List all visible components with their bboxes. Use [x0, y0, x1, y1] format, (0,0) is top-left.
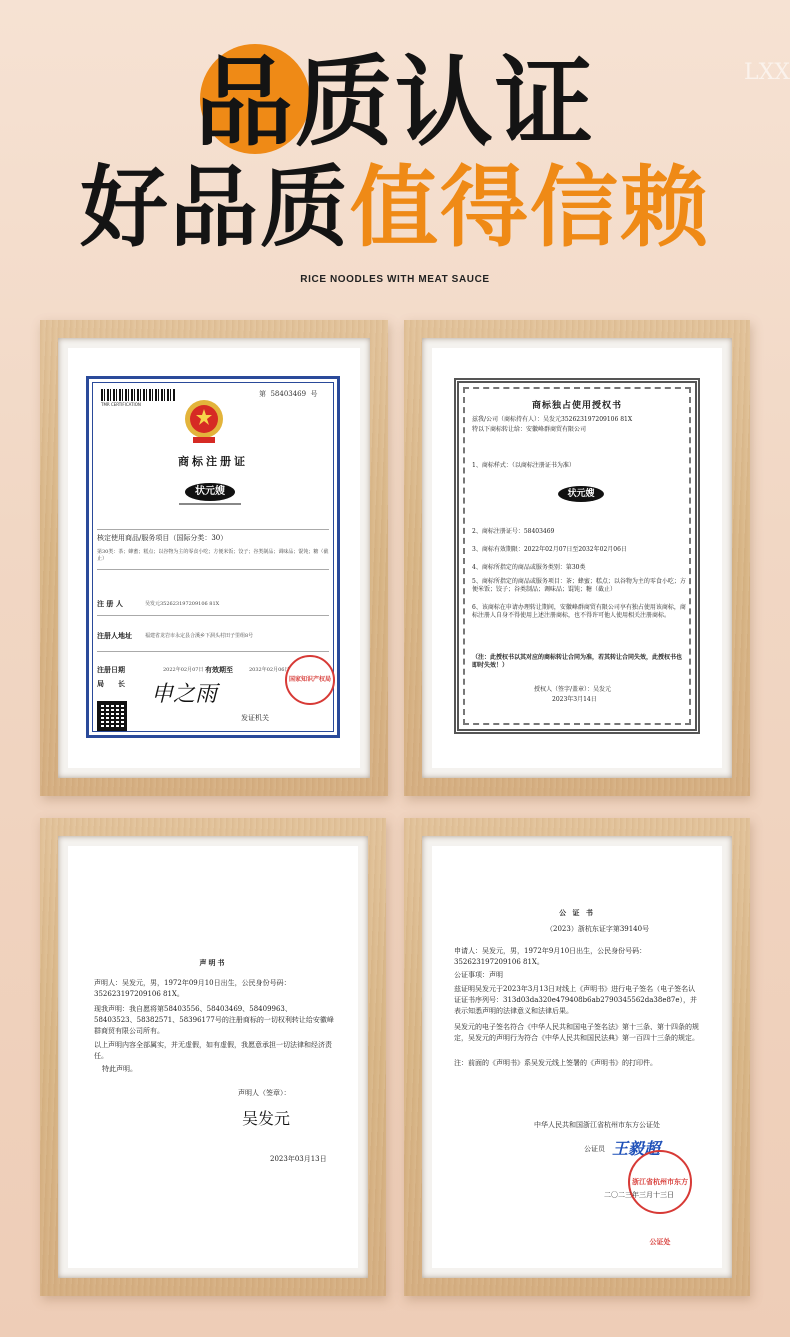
goods-detail: 第30类：茶；蜂蜜；糕点；以谷物为主的零食小吃；方便米饭；饺子；谷类制品；调味品；馄饨；糖（截止）	[97, 549, 329, 562]
registrant-label: 注 册 人	[97, 599, 123, 608]
statement-signer-label: 声明人（签章）：	[238, 1089, 291, 1097]
national-emblem-icon	[181, 397, 227, 447]
notary-label: 公证员	[584, 1145, 605, 1153]
brand-logo: 状元嫂	[185, 483, 235, 501]
address-value: 福建省龙岩市永定县合溪乡下洞头村田子里组8号	[145, 633, 254, 639]
notary-date: 二〇二三年三月十三日	[604, 1191, 674, 1199]
issuer-label: 发证机关	[241, 714, 269, 722]
license-document: 商标独占使用授权书 兹我/公司（商标持有人）：吴发元352623197209106 81X 特以下商标转让给：安徽峰群商贸有限公司 1、商标样式：（以商标注册证书为准） 状元嫂 2、商标注册证号：58403469 3、商标有效期限：2022年02月07日至2032年02月06日 4、商标所指定的商品或服务类别：第30类 5、商标所指定的商品或服务项目：茶；蜂蜜；糕点；以谷物为主的零食小吃；方便米饭；饺子；谷类制品；调味品；馄饨；糖（截止） 6、该商标在申请办理转让期间，安徽峰群商贸有限公司享有独占使用该商标，商标注册人自身不得使用上述注册商标，也不得许可他人使用相关注册商标。 （注：此授权书以其对应的商标转让合同为准，若其转让合同失效，此授权书也即时失效！） 授权人（签字/盖章）：吴发元 2023年3月14日	[450, 372, 704, 740]
valid-value: 2032年02月06日	[249, 667, 290, 673]
official-seal: 国家知识产权局	[285, 655, 335, 705]
notary-number: （2023）浙杭东证字第39140号	[546, 925, 650, 933]
frame-statement	[40, 818, 386, 1296]
notary-seal: 浙江省杭州市东方公证处	[628, 1150, 692, 1214]
license-signer: 授权人（签字/盖章）：吴发元	[534, 686, 612, 693]
statement-date: 2023年03月13日	[270, 1155, 327, 1163]
certificate-number: 第 58403469 号	[259, 390, 318, 398]
registrant-value: 吴发元352623197209106 81X	[145, 601, 220, 607]
frame-license	[404, 320, 750, 796]
statement-signature: 吴发元	[242, 1109, 291, 1128]
page-title: 品质认证	[194, 46, 595, 160]
trademark-certificate: TMR CERTIFICATION 第 58403469 号 商标注册证 状元嫂 核定使用商品/服务项目（国际分类：30） 第30类：茶；蜂蜜；糕点；以谷物为主的零食小吃；方便米饭；饺子；谷类制品；调味品；馄饨；糖（截止） 注 册 人 吴发元352623197209106 81X 注册人地址 福建省龙岩市永定县合溪乡下洞头村田子里组8号 注册日期 2022年02月07日 有效期至 2032年02月06日 局 长 申之雨 国家知识产权局 发证机关	[86, 376, 340, 738]
header	[0, 0, 790, 300]
license-title: 商标独占使用授权书	[531, 401, 622, 411]
notary-document: 公 证 书 （2023）浙杭东证字第39140号 申请人：吴发元，男，1972年9月10日出生，公民身份号码：352623197209106 81X。 公证事项：声明 兹证明吴发元于2023年3月13日对线上《声明书》进行电子签名（电子签名认证证书序列号：313d03da320e479408b6ab2790345562da38e87e），并表示知悉声明的法律意义和法律后果。 吴发元的电子签名符合《中华人民共和国电子签名法》第十三条、第十四条的规定，吴发元的声明行为符合《中华人民共和国民法典》第一百四十三条的规定。 注：前面的《声明书》系吴发元线上签署的《声明书》的打印件。 中华人民共和国浙江省杭州市东方公证处 公证员 王毅超 浙江省杭州市东方公证处 二〇二三年三月十三日	[436, 858, 718, 1258]
notary-office: 中华人民共和国浙江省杭州市东方公证处	[534, 1121, 660, 1129]
certificate-title: 商标注册证	[178, 455, 248, 468]
goods-label: 核定使用商品/服务项目（国际分类：30）	[97, 534, 228, 542]
address-label: 注册人地址	[97, 631, 132, 640]
statement-title: 声明书	[199, 958, 227, 967]
frame-notary	[404, 818, 750, 1296]
notary-signature: 王毅超	[612, 1139, 661, 1158]
director-signature: 申之雨	[151, 682, 218, 707]
slogan-accent: 值得信赖	[350, 156, 711, 259]
license-date: 2023年3月14日	[552, 696, 597, 703]
page-slogan	[0, 158, 790, 258]
date-value: 2022年02月07日	[163, 667, 204, 673]
subtitle: RICE NOODLES WITH MEAT SAUCE	[300, 274, 490, 285]
barcode	[101, 389, 176, 401]
valid-label: 有效期至	[205, 665, 233, 674]
watermark: LXX	[744, 60, 790, 85]
frame-trademark-certificate	[40, 320, 388, 796]
date-label: 注册日期	[97, 665, 125, 674]
director-label: 局 长	[97, 679, 125, 688]
notary-title: 公 证 书	[559, 908, 595, 917]
slogan-dark: 好品质	[79, 156, 350, 259]
brand-logo: 状元嫂	[558, 486, 604, 502]
statement-document: 声明书 声明人：吴发元，男，1972年09月10日出生，公民身份号码：352623197209106 81X。 现我声明：我自愿将第58403556、58403469、58409963、58403523、58382571、58396177号的注册商标的一切权利转让给安徽峰群商贸有限公司所有。 以上声明内容全部属实，并无虚假，如有虚假，我愿意承担一切法律和经济责任。 特此声明。 声明人（签章）： 吴发元 2023年03月13日	[72, 858, 354, 1258]
qr-code-icon	[97, 701, 127, 731]
